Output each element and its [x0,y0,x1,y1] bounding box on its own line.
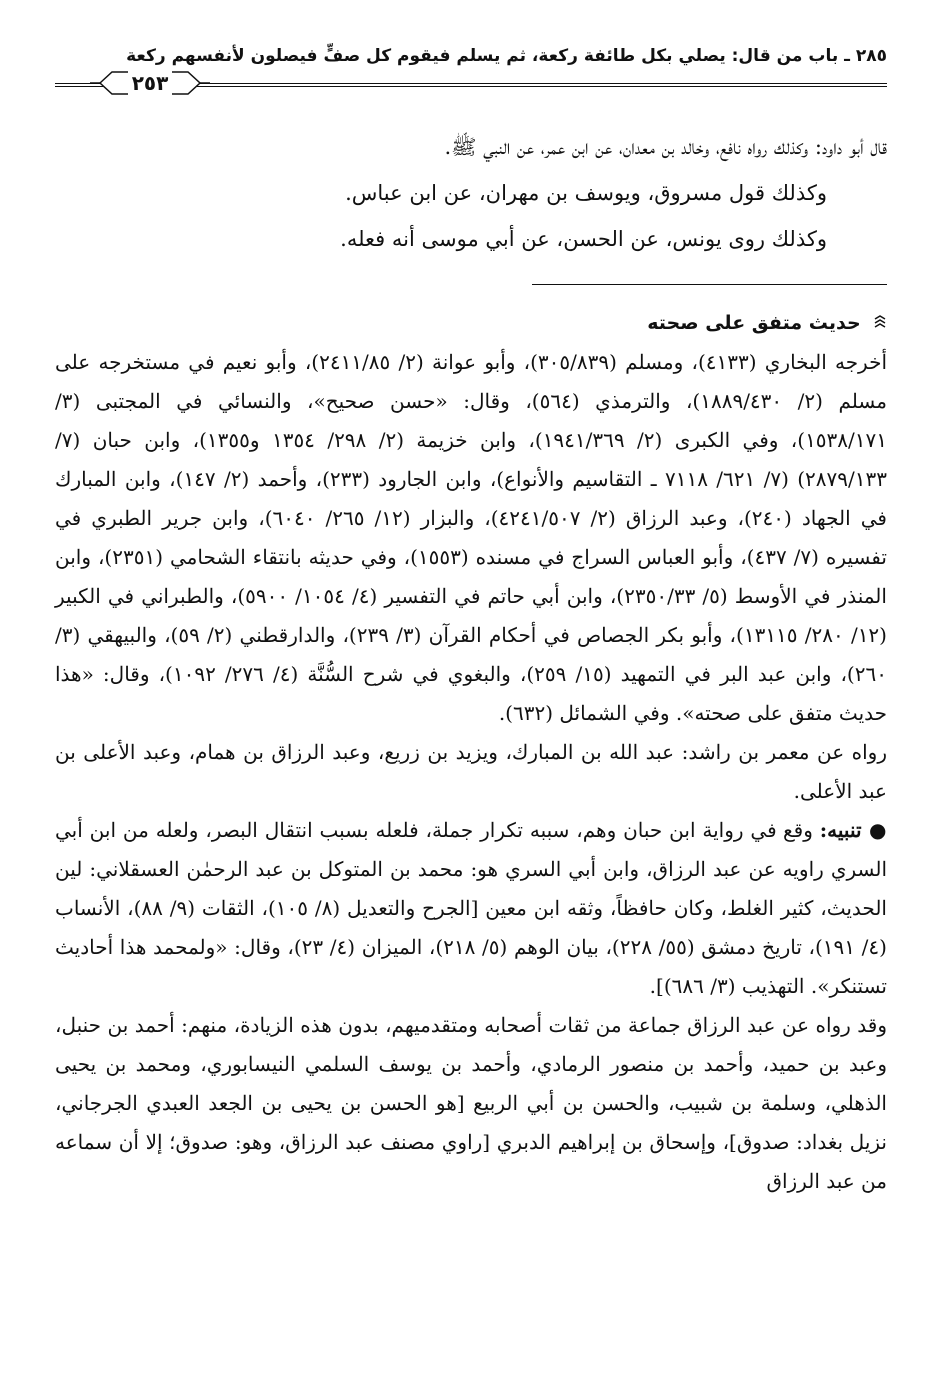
footnote-paragraph: وقد رواه عن عبد الرزاق جماعة من ثقات أصحابه ومتقدميهم، بدون هذه الزيادة، منهم: أحمد بن حنبل، وعبد بن حميد، وأحمد بن منصور الرمادي، وأحمد بن يوسف السلمي النيسابوري، ومحمد بن يحيى الذهلي، وسلمة بن شبيب، والحسن بن أبي الربيع [هو الحسن بن يحيى بن الجعد العبدي الجرجاني، نزيل بغداد: صدوق]، وإسحاق بن إبراهيم الدبري [راوي مصنف عبد الرزاق، وهو: صدوق؛ إلا أن سماعه من عبد الرزاق [55,1013,887,1193]
page-number-frame [90,68,210,98]
footnote-paragraph: أخرجه البخاري (٤١٣٣)، ومسلم (٣٠٥/٨٣٩)، وأبو عوانة (٢/ ٢٤١١/٨٥)، وأبو نعيم في مستخرجه على مسلم (٢/ ١٨٨٩/٤٣٠)، والترمذي (٥٦٤)، وقال: «حسن صحيح»، والنسائي في المجتبى (٣/ ١٥٣٨/١٧١)، وفي الكبرى (٢/ ١٩٤١/٣٦٩)، وابن خزيمة (٢/ ٢٩٨/ ١٣٥٤ و١٣٥٥)، وابن حبان (٧/ ٢٨٧٩/١٣٣) (٧/ ٦٢١/ ٧١١٨ ـ التقاسيم والأنواع)، وابن الجارود (٢٣٣)، وأحمد (٢/ ١٤٧)، وابن المبارك في الجهاد (٢٤٠)، وعبد الرزاق (٢/ ٤٢٤١/٥٠٧)، والبزار (١٢/ ٢٦٥/ ٦٠٤٠)، وابن جرير الطبري في تفسيره (٧/ ٤٣٧)، وأبو العباس السراج في مسنده (١٥٥٣)، وفي حديثه بانتقاء الشحامي (٢٣٥١)، وابن المنذر في الأوسط (٥/ ٢٣٥٠/٣٣)، وابن أبي حاتم في التفسير (٤/ ١٠٥٤/ ٥٩٠٠)، والطبراني في الكبير (١٢/ ٢٨٠/ ١٣١١٥)، وأبو بكر الجصاص في أحكام القرآن (٣/ ٢٣٩)، والدارقطني (٢/ ٥٩)، والبيهقي (٣/ ٢٦٠)، وابن عبد البر في التمهيد (١٥/ ٢٥٩)، والبغوي في شرح السُّنَّة (٤/ ٢٧٦/ ١٠٩٢)، وقال: «هذا حديث متفق على صحته». وفي الشمائل (٦٣٢). [55,350,888,725]
page-header [55,38,887,100]
section-title: حديث متفق على صحته [647,312,861,334]
main-paragraph: قال أبو داود: وكذلك رواه نافع، وخالد بن معدان، عن ابن عمر، عن النبي ﷺ. [444,135,887,159]
book-page [55,38,887,1376]
main-text [55,124,887,262]
footnote-marker-icon [873,303,887,342]
main-paragraph: وكذلك روى يونس، عن الحسن، عن أبي موسى أنه فعله. [340,227,827,251]
footnote-divider [532,284,887,285]
page-number: ٢٥٣ [128,71,173,95]
note-label: ● تنبيه: [819,818,888,842]
footnote-note [55,811,887,1006]
footnote-heading [55,303,887,343]
footnote-paragraph: رواه عن معمر بن راشد: عبد الله بن المبارك، ويزيد بن زريع، وعبد الرزاق بن همام، وعبد الأعلى بن عبد الأعلى. [55,740,887,803]
chapter-title: ٢٨٥ ـ باب من قال: يصلي بكل طائفة ركعة، ثم يسلم فيقوم كل صفٍّ فيصلون لأنفسهم ركعة [126,46,887,66]
footnotes [55,303,887,1201]
note-text: وقع في رواية ابن حبان وهم، سببه تكرار جملة، فلعله بسبب انتقال البصر، ولعله من ابن أبي السري راويه عن عبد الرزاق، وابن أبي السري هو: محمد بن المتوكل بن عبد الرحمٰن العسقلاني: لين الحديث، كثير الغلط، وكان حافظاً، وثقه ابن معين [الجرح والتعديل (٨/ ١٠٥)، الثقات (٩/ ٨٨)، الأنساب (٤/ ١٩١)، تاريخ دمشق (٥٥/ ٢٢٨)، بيان الوهم (٥/ ٢١٨)، الميزان (٤/ ٢٣)، وقال: «ولمحمد هذا أحاديث تستنكر». التهذيب (٣/ ٦٨٦)]. [55,818,887,998]
main-paragraph: وكذلك قول مسروق، ويوسف بن مهران، عن ابن عباس. [345,181,827,205]
